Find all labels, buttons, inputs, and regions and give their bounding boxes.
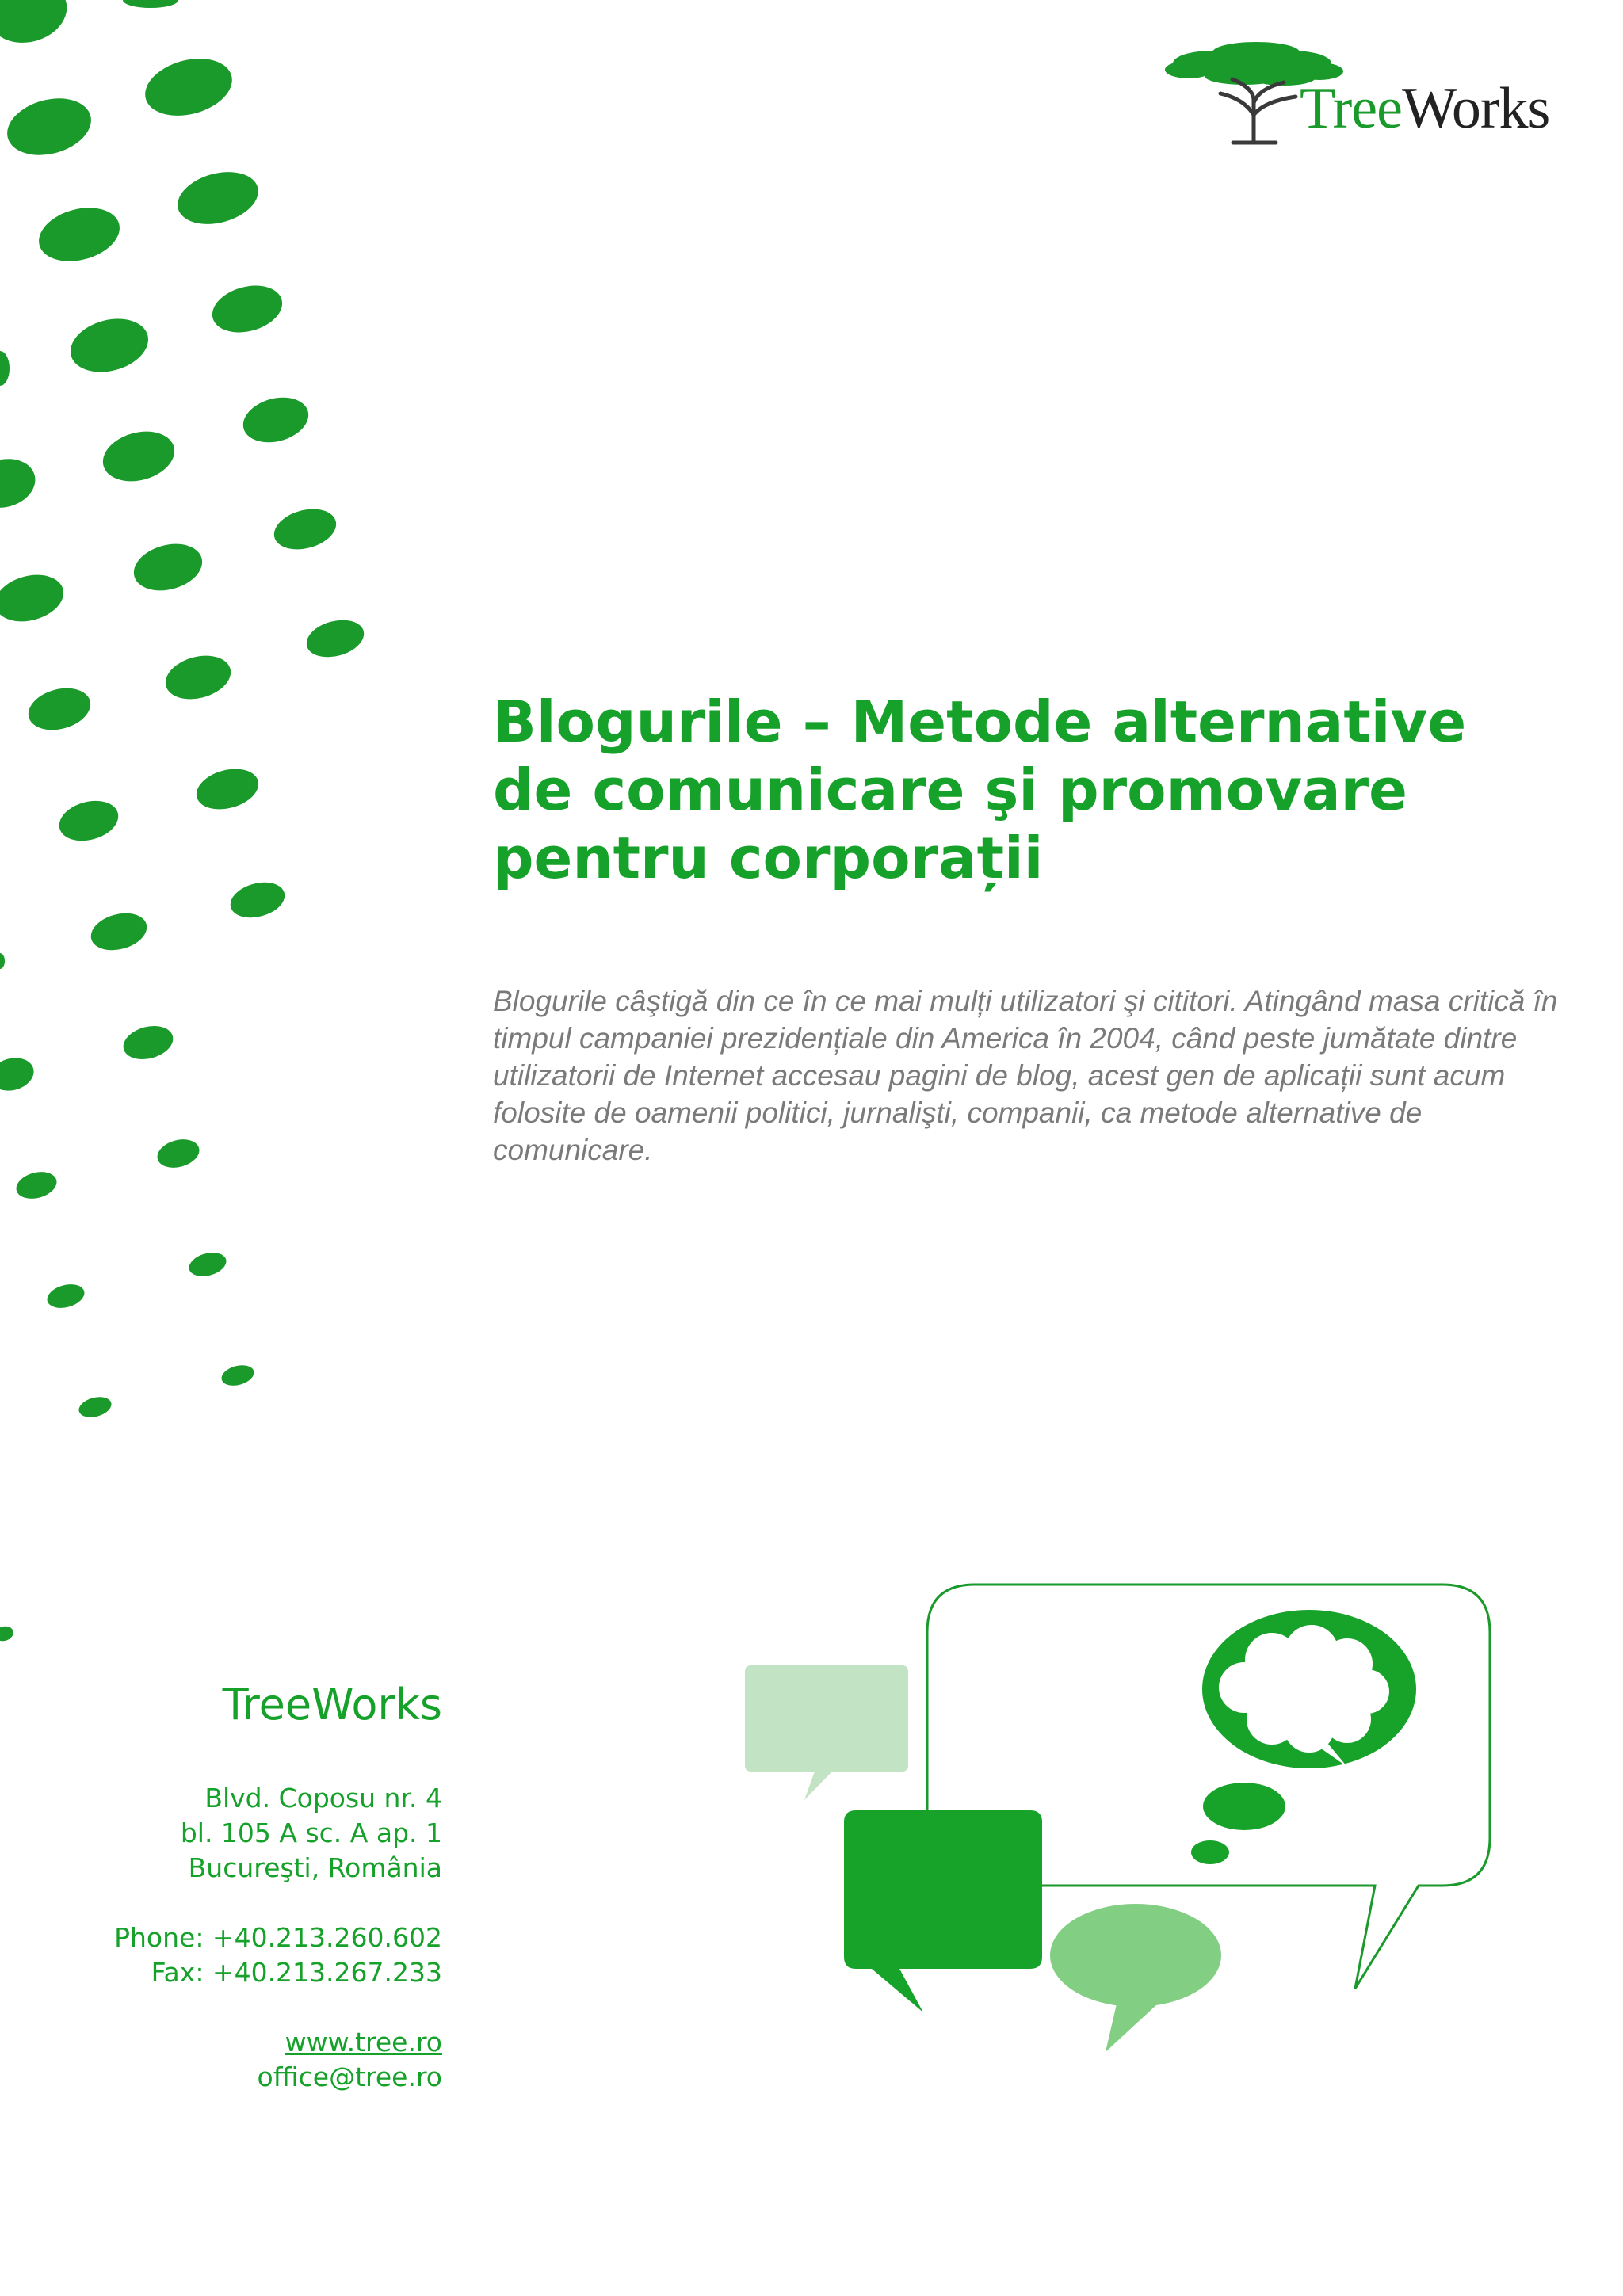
lead-paragraph: Blogurile câştigă din ce în ce mai mulți utilizatori şi cititori. Atingând masa critică în timpul campaniei prezidențiale din America în 2004, când peste jumătate dintre utilizatorii de Internet accesau pagini de blog, acest gen de aplicații sunt acum folosite de oamenii politici, jurnalişti, companii, ca metode alternative de comunicare. [493, 985, 1558, 1166]
contact-spacer [79, 1990, 442, 2025]
company-name: TreeWorks [222, 1680, 442, 1730]
logo-text-tree: Tree [1300, 76, 1402, 141]
website-link[interactable]: www.tree.ro [285, 2027, 442, 2058]
contact-block [79, 1680, 442, 2095]
speech-bubbles-icon [745, 1577, 1537, 2092]
fax-number: Fax: +40.213.267.233 [151, 1957, 442, 1988]
logo-wordmark [1300, 76, 1550, 141]
address-line-3: Bucureşti, România [188, 1852, 442, 1883]
phone-number: Phone: +40.213.260.602 [114, 1922, 442, 1953]
contact-spacer [79, 1886, 442, 1920]
email-address: office@tree.ro [257, 2061, 442, 2092]
address-line-1: Blvd. Coposu nr. 4 [204, 1783, 442, 1814]
document-title: Blogurile – Metode alternative de comunicare şi promovare pentru corporații [493, 688, 1467, 891]
logo-text-works: Works [1401, 76, 1550, 141]
address-line-2: bl. 105 A sc. A ap. 1 [180, 1817, 442, 1848]
